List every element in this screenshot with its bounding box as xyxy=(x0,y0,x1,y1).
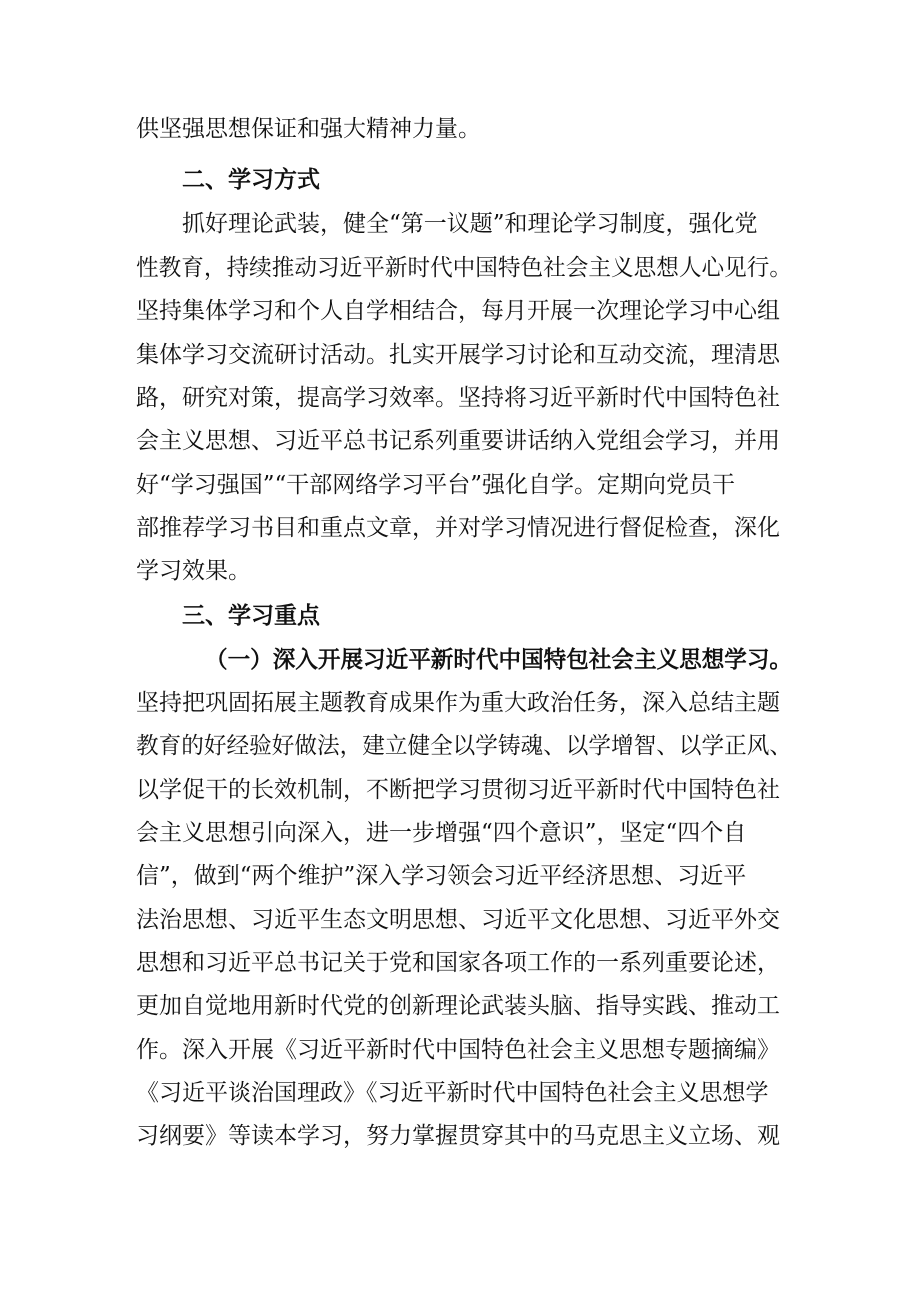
subsection-heading: （一）深入开展习近平新时代中国特包社会主义思想学习。 xyxy=(205,647,792,673)
section-heading-study-focus: 三、学习重点 xyxy=(182,603,320,629)
paragraph-line: 性教育，持续推动习近平新时代中国特色社会主义思想人心见行。 xyxy=(136,255,792,281)
paragraph-line: 集体学习交流研讨活动。扎实开展学习讨论和互动交流，理清思 xyxy=(136,342,780,368)
paragraph-line: 路，研究对策，提高学习效率。坚持将习近平新时代中国特色社 xyxy=(136,385,780,411)
paragraph-line: 供坚强思想保证和强大精神力量。 xyxy=(136,116,481,142)
paragraph-line: 教育的好经验好做法，建立健全以学铸魂、以学增智、以学正风、 xyxy=(136,733,792,759)
paragraph-line: 好“学习强国”“干部网络学习平台”强化自学。定期向党员干 xyxy=(136,472,736,498)
paragraph-line: 更加自觉地用新时代党的创新理论武装头脑、指导实践、推动工 xyxy=(136,993,780,1019)
paragraph-line: 以学促干的长效机制，不断把学习贯彻习近平新时代中国特色社 xyxy=(136,777,780,803)
paragraph-line: 习纲要》等读本学习，努力掌握贯穿其中的马克思主义立场、观 xyxy=(136,1123,780,1149)
paragraph-line: 部推荐学习书目和重点文章，并对学习情况进行督促检查，深化 xyxy=(136,515,780,541)
section-heading-study-method: 二、学习方式 xyxy=(182,167,320,193)
paragraph-line: 学习效果。 xyxy=(136,558,251,584)
paragraph-line: 作。深入开展《习近平新时代中国特色社会主义思想专题摘编》 xyxy=(136,1037,780,1063)
paragraph-line: 会主义思想、习近平总书记系列重要讲话纳入党组会学习，并用 xyxy=(136,428,780,454)
paragraph-line: 抓好理论武装，健全“第一议题”和理论学习制度，强化党 xyxy=(182,211,758,237)
paragraph-line: 坚持把巩固拓展主题教育成果作为重大政治任务，深入总结主题 xyxy=(136,690,780,716)
paragraph-line: 会主义思想引向深入，进一步增强“四个意识”，坚定“四个自 xyxy=(136,820,747,846)
paragraph-line: 思想和习近平总书记关于党和国家各项工作的一系列重要论述， xyxy=(136,950,780,976)
paragraph-line: 信”，做到“两个维护”深入学习领会习近平经济思想、习近平 xyxy=(136,863,747,889)
paragraph-line: 《习近平谈治国理政》《习近平新时代中国特色社会主义思想学 xyxy=(136,1080,769,1106)
paragraph-line: 坚持集体学习和个人自学相结合，每月开展一次理论学习中心组 xyxy=(136,298,780,324)
paragraph-line: 法治思想、习近平生态文明思想、习近平文化思想、习近平外交 xyxy=(136,907,780,933)
